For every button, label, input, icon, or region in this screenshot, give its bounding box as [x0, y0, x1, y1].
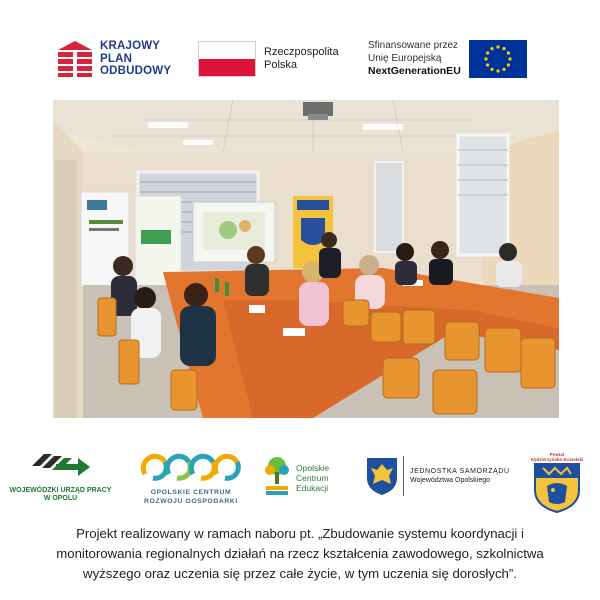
divider — [403, 456, 404, 496]
eu-flag-icon — [469, 40, 527, 78]
oce-logo — [262, 456, 329, 500]
project-caption — [8, 524, 592, 584]
coat-of-arms-icon — [365, 456, 399, 496]
powiat-logo — [529, 452, 585, 519]
powiat-line-1: Powiat — [549, 452, 565, 457]
oce-line-1: Opolskie — [296, 463, 330, 473]
eu-line-3: NextGenerationEU — [368, 65, 461, 77]
kpo-line-1: KRAJOWY — [100, 40, 161, 52]
ocrg-line-1: OPOLSKIE CENTRUM — [150, 489, 232, 496]
poland-line-1: Rzeczpospolita — [264, 46, 339, 58]
wup-line-1: WOJEWÓDZKI URZĄD PRACY — [9, 487, 112, 494]
kpo-emblem-icon — [58, 41, 92, 77]
jst-line-1: JEDNOSTKA SAMORZĄDU — [410, 468, 510, 475]
eu-funding-logo — [368, 40, 527, 79]
wup-opole-logo — [3, 452, 118, 503]
caption-line-1: Projekt realizowany w ramach naboru pt. „Zbudowanie systemu koordynacji i — [76, 526, 524, 541]
poland-line-2: Polska — [264, 59, 298, 71]
funding-logos-header — [0, 0, 600, 95]
ocrg-logo — [137, 452, 245, 506]
oce-line-2: Centrum — [296, 473, 329, 483]
caption-line-2: monitorowania regionalnych działań na rzecz kształcenia zawodowego, szkolnictwa — [56, 546, 544, 561]
oce-line-3: Edukacji — [296, 483, 329, 493]
kpo-logo — [58, 40, 171, 78]
ocrg-line-2: ROZWOJU GOSPODARKI — [144, 497, 238, 505]
jst-opole-logo — [365, 456, 510, 496]
poland-logo — [198, 41, 339, 77]
eu-line-2: Unię Europejską — [368, 52, 442, 64]
meeting-room-photo — [53, 100, 559, 418]
kpo-line-2: PLAN — [100, 52, 133, 65]
powiat-line-2: Kędzierzyńsko-Kozielski — [530, 457, 584, 462]
arrows-emblem-icon — [30, 452, 92, 480]
polish-flag-icon — [198, 41, 256, 77]
tree-emblem-icon — [262, 456, 292, 500]
jst-line-2: Województwa Opolskiego — [410, 477, 491, 484]
kpo-line-3: ODBUDOWY — [100, 65, 172, 77]
powiat-coat-of-arms-icon — [533, 462, 581, 514]
wup-line-2: W OPOLU — [43, 495, 78, 502]
eu-line-1: Sfinansowane przez — [368, 40, 459, 51]
rings-emblem-icon — [139, 452, 243, 482]
caption-line-3: wyższego oraz uczenia się przez całe życie, w tym uczenia się dorosłych”. — [83, 566, 517, 581]
